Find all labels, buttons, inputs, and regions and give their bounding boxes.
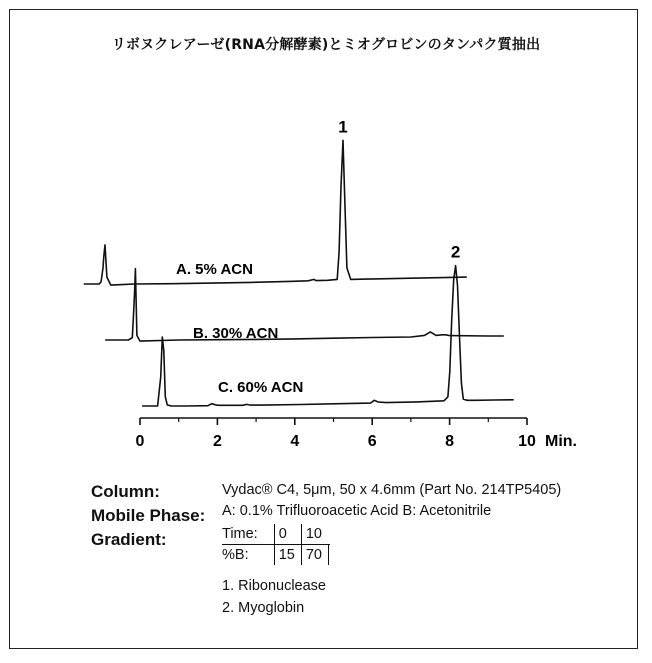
gradient-table xyxy=(222,524,330,565)
x-tick-label-6: 6 xyxy=(367,433,377,450)
gradient-label: Gradient: xyxy=(91,530,167,549)
gradient-b-0: 15 xyxy=(274,545,301,566)
peak-label-1: 1 xyxy=(338,117,348,137)
gradient-b-header: %B: xyxy=(222,547,249,563)
column-label: Column: xyxy=(91,482,160,501)
mobile-phase-label: Mobile Phase: xyxy=(91,506,206,525)
gradient-time-1: 10 xyxy=(301,524,328,545)
mobile-phase-value: A: 0.1% Trifluoroacetic Acid B: Acetonitrile xyxy=(222,503,492,519)
trace-a xyxy=(84,140,467,285)
x-tick-label-8: 8 xyxy=(445,433,455,450)
series-label-a: A. 5% ACN xyxy=(176,261,253,278)
trace-b xyxy=(105,269,504,341)
chart-title: リボヌクレアーゼ(RNA分解酵素)とミオグロビンのタンパク質抽出 xyxy=(111,37,541,53)
x-tick-label-4: 4 xyxy=(290,433,300,450)
x-tick-label-0: 0 xyxy=(135,433,145,450)
series-label-c: C. 60% ACN xyxy=(218,379,304,396)
x-tick-label-2: 2 xyxy=(212,433,222,450)
x-tick-label-10: 10 xyxy=(518,433,536,450)
peak-label-2: 2 xyxy=(450,242,461,262)
gradient-b-1: 70 xyxy=(301,545,328,566)
series-label-b: B. 30% ACN xyxy=(193,325,279,342)
peak-legend-1: 1. Ribonuclease xyxy=(222,578,326,594)
peak-legend-2: 2. Myoglobin xyxy=(222,600,305,616)
column-value: Vydac® C4, 5μm, 50 x 4.6mm (Part No. 214TP5405) xyxy=(222,482,562,498)
gradient-time-header: Time: xyxy=(222,524,274,545)
x-axis-unit-label: Min. xyxy=(545,433,577,450)
x-axis xyxy=(136,418,577,450)
gradient-time-0: 0 xyxy=(274,524,301,545)
